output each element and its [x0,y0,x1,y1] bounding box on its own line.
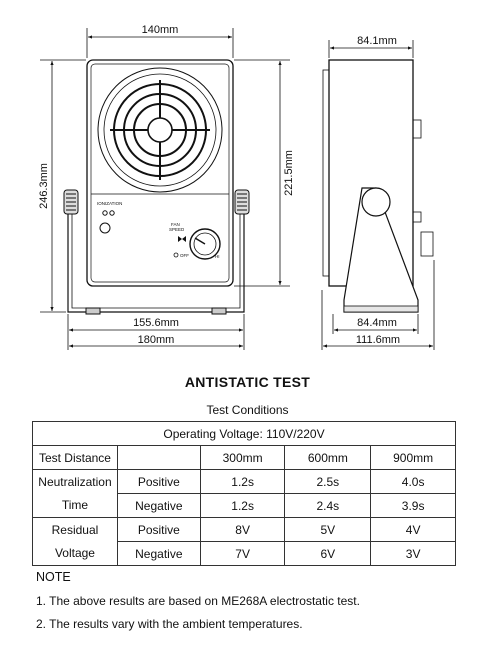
table-cell: 6V [285,542,371,566]
section-subtitle: Test Conditions [206,403,289,417]
table-cell: 1.2s [200,494,285,518]
neutralization-time-label: Time [33,494,118,518]
dim-front-bracket-width: 180mm [137,334,175,346]
table-row [33,422,456,446]
neutralization-label: Neutralization [33,470,118,494]
polarity-label: Negative [117,542,200,566]
polarity-label: Positive [117,470,200,494]
dim-front-height-total: 246.3mm [38,163,50,209]
operating-voltage-cell: Operating Voltage: 110V/220V [33,422,456,446]
dim-front-height-body: 221.5mm [283,150,295,196]
panel-off-label: OFF [180,253,189,258]
side-view [323,60,433,312]
table-cell: 7V [200,542,285,566]
table-cell: 2.5s [285,470,371,494]
polarity-label: Positive [117,518,200,542]
dim-side-base-depth: 84.4mm [357,317,397,329]
table-row [33,494,456,518]
section-title: ANTISTATIC TEST [184,374,311,390]
distance-header: 900mm [371,446,456,470]
dim-front-base-width: 155.6mm [133,317,179,329]
table-cell: 1.2s [200,470,285,494]
table-cell: 4V [371,518,456,542]
table-cell: 3V [371,542,456,566]
panel-hi-label: HI [215,254,220,259]
test-distance-label: Test Distance [33,446,118,470]
distance-header: 600mm [285,446,371,470]
table-cell: 8V [200,518,285,542]
table-row [33,518,456,542]
note-title: NOTE [36,570,71,584]
empty-cell [117,446,200,470]
table-cell: 5V [285,518,371,542]
panel-ionization-label: IONIZATION [97,201,123,206]
residual-label: Residual [33,518,118,542]
table-cell: 3.9s [371,494,456,518]
note-item: 1. The above results are based on ME268A electrostatic test. [36,594,360,608]
panel-fan-label: FAN [171,222,180,227]
table-row [33,446,456,470]
dim-side-total-depth: 111.6mm [355,334,401,346]
distance-header: 300mm [200,446,285,470]
table-row [33,542,456,566]
table-cell: 2.4s [285,494,371,518]
front-view [64,60,249,314]
polarity-label: Negative [117,494,200,518]
note-item: 2. The results vary with the ambient temperatures. [36,617,303,631]
panel-speed-label: SPEED [169,227,185,232]
test-results-table [32,421,456,566]
table-row [33,470,456,494]
residual-voltage-label: Voltage [33,542,118,566]
dim-front-width: 140mm [141,24,179,36]
dim-side-depth: 84.1mm [357,35,397,47]
table-cell: 4.0s [371,470,456,494]
